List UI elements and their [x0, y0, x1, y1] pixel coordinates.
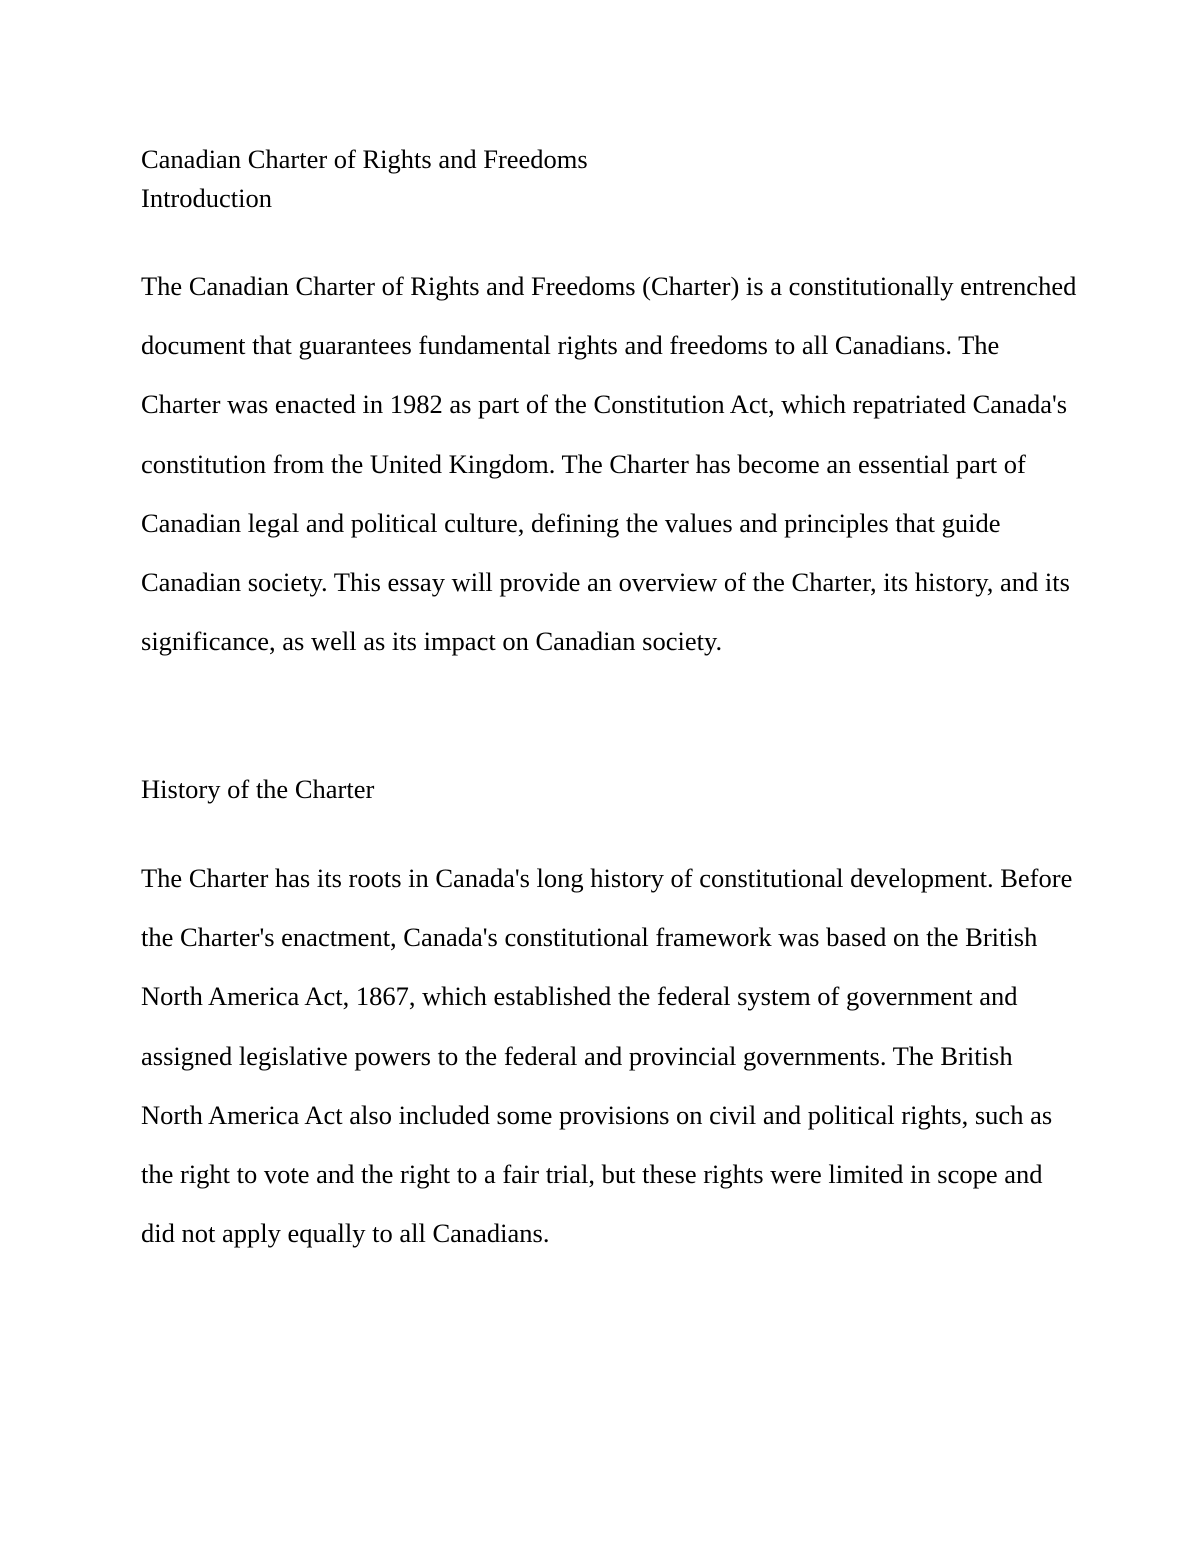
intro-paragraph: The Canadian Charter of Rights and Freedoms (Charter) is a constitutionally entrenched document that guarantees fundamental rights and freedoms to all Canadians. The Charter was enacted in 1982 as part of the Constitution Act, which repatriated Canada's constitution from the United Kingdom. The Charter has become an essential part of Canadian legal and political culture, defining the values and principles that guide Canadian society. This essay will provide an overview of the Charter, its history, and its significance, as well as its impact on Canadian society.: [141, 271, 1077, 657]
section-heading-history: History of the Charter: [141, 774, 375, 804]
document-title: Canadian Charter of Rights and Freedoms: [141, 144, 588, 174]
title-block: [141, 140, 1081, 218]
section-label-introduction: Introduction: [141, 183, 272, 213]
history-paragraph: The Charter has its roots in Canada's long history of constitutional development. Before the Charter's enactment, Canada's constitutional framework was based on the British North America Act, 1867, which established the federal system of government and assigned legislative powers to the federal and provincial governments. The British North America Act also included some provisions on civil and political rights, such as the right to vote and the right to a fair trial, but these rights were limited in scope and did not apply equally to all Canadians.: [141, 863, 1073, 1249]
